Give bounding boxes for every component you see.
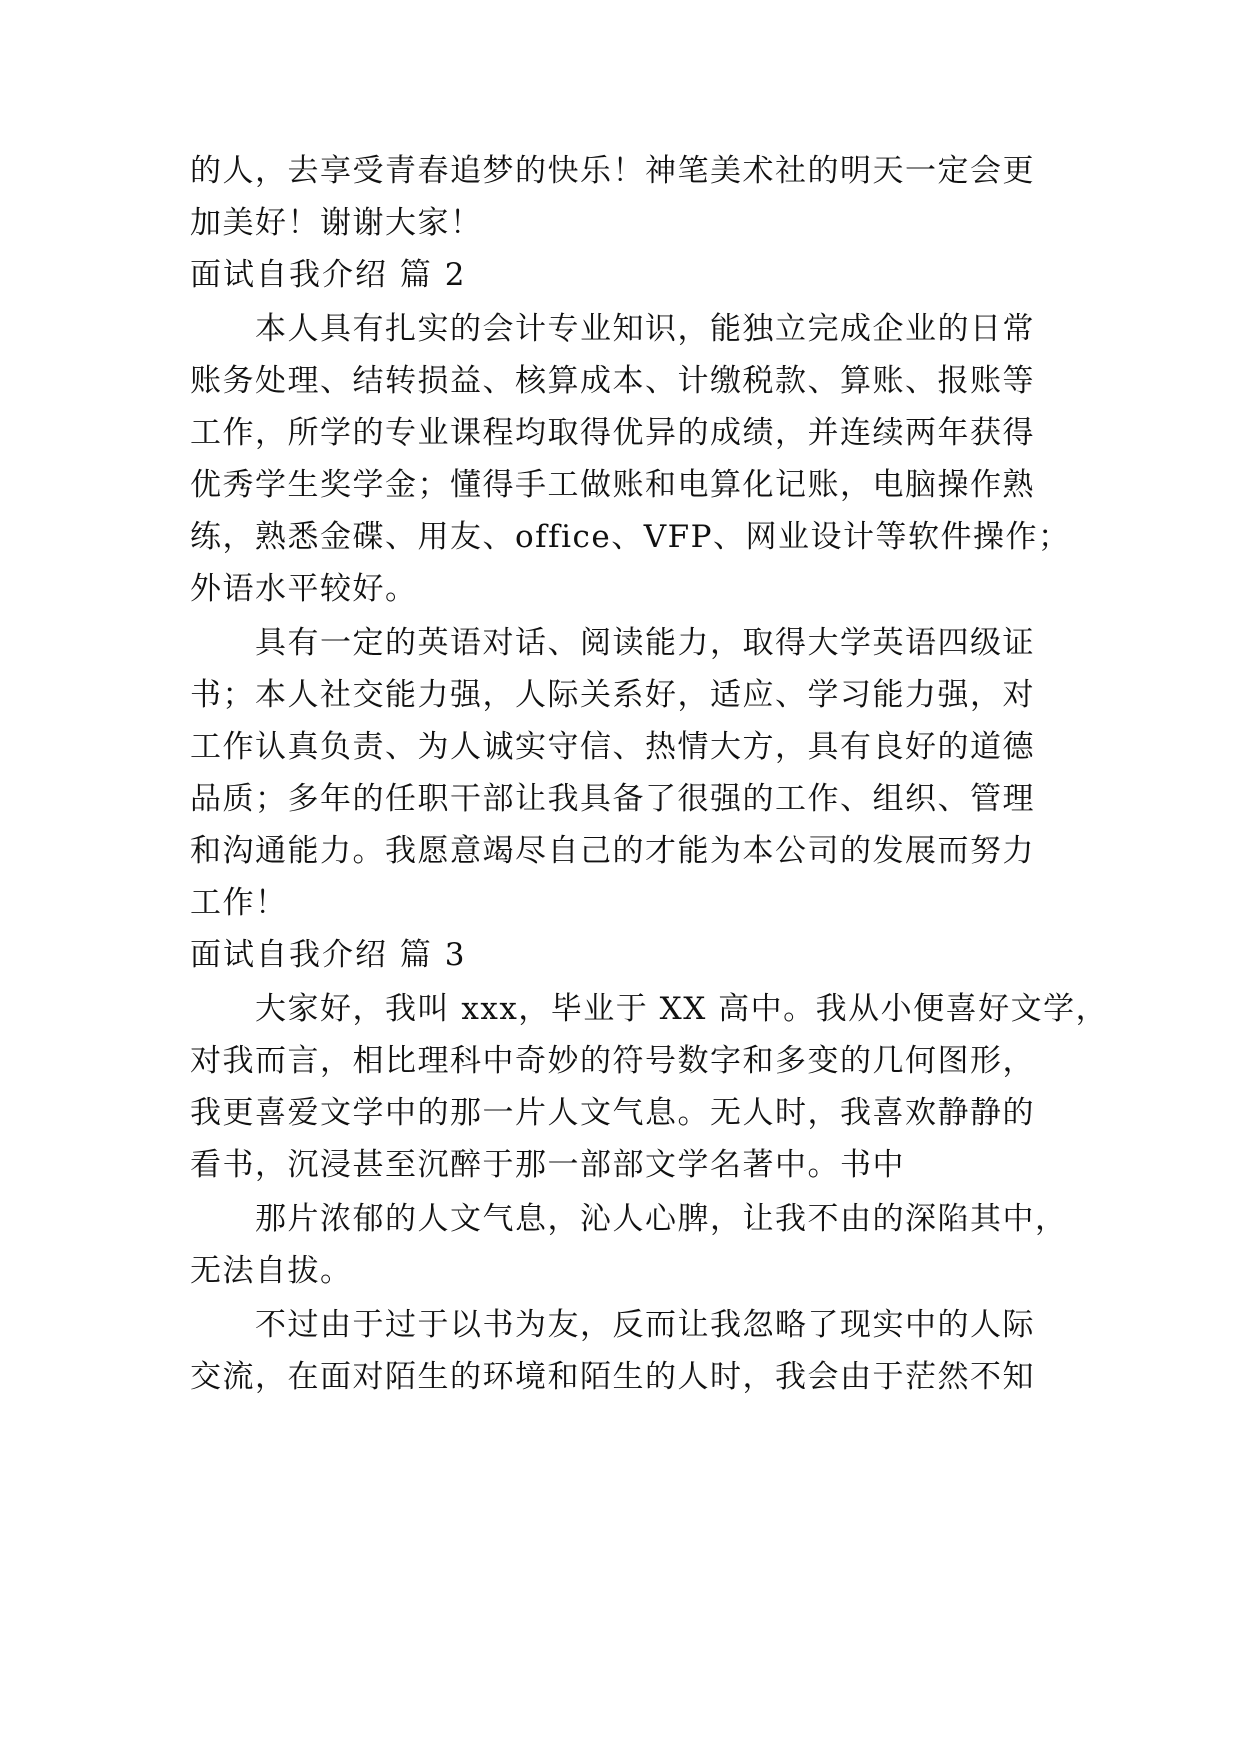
paragraph-line: 我更喜爱文学中的那一片人文气息。无人时，我喜欢静静的	[190, 1095, 1035, 1131]
intro-line: 的人，去享受青春追梦的快乐！神笔美术社的明天一定会更	[190, 153, 1035, 189]
paragraph-line: 优秀学生奖学金；懂得手工做账和电算化记账，电脑操作熟	[190, 467, 1035, 503]
paragraph-line: 书；本人社交能力强，人际关系好，适应、学习能力强，对	[190, 677, 1035, 713]
paragraph-line: 交流，在面对陌生的环境和陌生的人时，我会由于茫然不知	[190, 1359, 1035, 1395]
paragraph-line: 不过由于过于以书为友，反而让我忽略了现实中的人际	[255, 1307, 1035, 1343]
paragraph-line: 工作！	[190, 885, 288, 921]
paragraph-line: 品质；多年的任职干部让我具备了很强的工作、组织、管理	[190, 781, 1035, 817]
paragraph-line: 对我而言，相比理科中奇妙的符号数字和多变的几何图形，	[190, 1043, 1035, 1079]
section-2-title: 面试自我介绍 篇 2	[190, 257, 467, 293]
paragraph-line: 本人具有扎实的会计专业知识，能独立完成企业的日常	[255, 311, 1035, 347]
paragraph-line: 那片浓郁的人文气息，沁人心脾，让我不由的深陷其中，	[255, 1201, 1068, 1237]
paragraph-line: 工作认真负责、为人诚实守信、热情大方，具有良好的道德	[190, 729, 1035, 765]
paragraph-line: 大家好，我叫 xxx，毕业于 XX 高中。我从小便喜好文学，	[255, 991, 1109, 1027]
section-3-title: 面试自我介绍 篇 3	[190, 937, 467, 973]
paragraph-line: 具有一定的英语对话、阅读能力，取得大学英语四级证	[255, 625, 1035, 661]
paragraph-line: 和沟通能力。我愿意竭尽自己的才能为本公司的发展而努力	[190, 833, 1035, 869]
paragraph-line: 工作，所学的专业课程均取得优异的成绩，并连续两年获得	[190, 415, 1035, 451]
paragraph-line: 外语水平较好。	[190, 571, 418, 607]
paragraph-line: 无法自拔。	[190, 1253, 353, 1289]
paragraph-line: 看书，沉浸甚至沉醉于那一部部文学名著中。书中	[190, 1147, 905, 1183]
intro-line: 加美好！谢谢大家！	[190, 205, 483, 241]
paragraph-line: 账务处理、结转损益、核算成本、计缴税款、算账、报账等	[190, 363, 1035, 399]
paragraph-line: 练，熟悉金碟、用友、office、VFP、网业设计等软件操作；	[190, 519, 1071, 555]
